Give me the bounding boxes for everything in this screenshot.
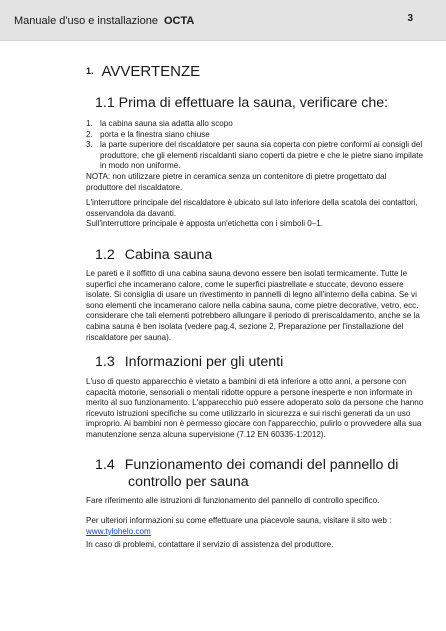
website-text: Per ulteriori informazioni su come effettuare una piacevole sauna, visitare il sito web : (86, 516, 392, 525)
list-number: 3. (86, 140, 93, 150)
subsection-title: Cabina sauna (124, 247, 213, 263)
website-paragraph (86, 516, 424, 537)
subsection-heading-1-2 (95, 247, 212, 264)
subsection-number: 1.3 (95, 354, 115, 370)
support-paragraph: In caso di problemi, contattare il servizio di assistenza del produttore. (86, 540, 334, 549)
checklist (86, 119, 426, 172)
subsection-number: 1.4 (95, 457, 115, 473)
manual-title: Manuale d'uso e installazione (14, 15, 158, 27)
switch-location-paragraph: L'interruttore principale del riscaldatore è ubicato sul lato inferiore della scatola dei contattori, osservandola da davanti. (86, 198, 418, 218)
subsection-title-line2: controllo per sauna (128, 474, 249, 490)
subsection-heading-1-4 (95, 457, 425, 491)
subsection-title-line1: Funzionamento dei comandi del pannello di (124, 457, 399, 473)
list-item (86, 130, 426, 141)
list-number: 2. (86, 129, 93, 139)
section-title: AVVERTENZE (101, 63, 201, 80)
users-paragraph: L'uso di questo apparecchio è vietato a bambini di età inferiore a otto anni, a persone con capacità motorie, sensoriali o mentali ridotte oppure a persone inesperte e non informate in merito al suo funzionamento. L'apparecchio può essere adoperato solo da persone che hanno ricevuto istruzioni specifiche su come utilizzarlo in sicurezza e sui rischi generati da un uso improprio. Ai bambini non è permesso giocare con l'apparecchio, pulirlo o provvedere alla sua manutenzione senza alcuna supervisione (7.12 EN 60335-1:2012). (86, 377, 424, 439)
product-name: OCTA (163, 15, 195, 27)
note-paragraph: NOTA: non utilizzare pietre in ceramica senza un contenitore di pietre progettato dal produttore del riscaldatore. (86, 172, 387, 192)
subsection-title: Informazioni per gli utenti (124, 354, 284, 370)
cabin-paragraph: Le pareti e il soffitto di una cabina sauna devono essere ben isolati termicamente. Tutte le superfici che incamerano calore, come le superfici piastrellate e stuccate, devono essere isolate. Si consiglia di usare un rivestimento in pannelli di legno all'interno della cabina. Se vi sono elementi che incamerano calore nella cabina sauna, come pietre decorative, vetro, ecc. considerare che tali elementi potrebbero allungare il periodo di preriscaldamento, anche se la cabina sauna è ben isolata (vedere pag.4, sezione 2, Preparazione per l'installazione del riscaldatore per sauna). (86, 269, 420, 342)
list-number: 1. (86, 119, 93, 128)
website-link[interactable]: www.tylohelo.com (86, 526, 151, 536)
subsection-heading-1-1: 1.1 Prima di effettuare la sauna, verificare che: (95, 95, 389, 111)
list-item (86, 140, 426, 172)
section-number: 1. (86, 66, 94, 76)
header-title (14, 15, 194, 27)
switch-label-paragraph: Sull'interruttore principale è apposta un'etichetta con i simboli 0–1. (86, 219, 324, 228)
subsection-number: 1.2 (95, 247, 115, 263)
list-text: la cabina sauna sia adatta allo scopo (100, 119, 233, 128)
control-panel-paragraph: Fare riferimento alle istruzioni di funzionamento del pannello di controllo specifico. (86, 496, 380, 505)
section-heading-avvertenze (86, 63, 200, 80)
page-number: 3 (407, 13, 413, 24)
list-item (86, 119, 426, 130)
list-text: porta e la finestra siano chiuse (100, 129, 210, 139)
page-header (0, 0, 446, 41)
list-text: la parte superiore del riscaldatore per sauna sia coperta con pietre conformi ai consigli del produttore, che gli elementi riscaldanti siano coperti da pietre e che le pietre siano impilate in modo non uniforme. (100, 140, 424, 171)
subsection-heading-1-3 (95, 354, 283, 371)
